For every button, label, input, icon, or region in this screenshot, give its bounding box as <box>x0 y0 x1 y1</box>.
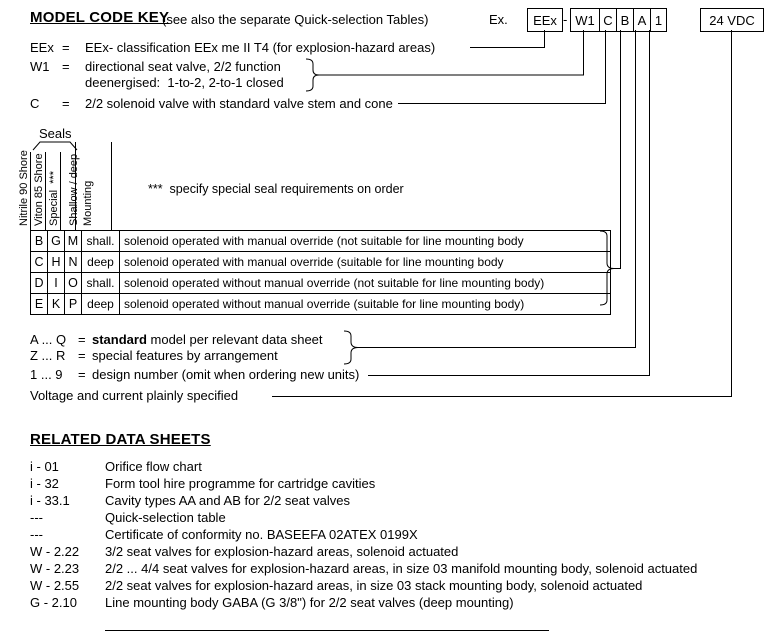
datasheet-desc: Certificate of conformity no. BASEEFA 02ATEX 0199X <box>105 527 418 542</box>
code-cell-c: C <box>599 8 617 32</box>
seals-col-header-special: Special *** <box>48 170 60 226</box>
connector-eex <box>470 30 545 48</box>
datasheet-row <box>30 595 514 610</box>
legend-text-pre: design number (omit when ordering new units) <box>92 367 360 382</box>
seal-cell-viton: G <box>47 230 65 252</box>
seal-cell-viton: I <box>47 272 65 294</box>
datasheet-code: G - 2.10 <box>30 595 77 610</box>
seal-cell-special: M <box>64 230 82 252</box>
seal-row-description: solenoid operated without manual override (suitable for line mounting body) <box>119 293 611 315</box>
seal-cell-special: O <box>64 272 82 294</box>
legend-text-pre: special features by arrangement <box>92 348 278 363</box>
equals-sign: = <box>62 40 70 55</box>
seal-row <box>30 272 611 294</box>
datasheet-row <box>30 476 375 491</box>
seals-col-header-nitrile: Nitrile 90 Shore <box>18 150 30 226</box>
connector-1 <box>368 30 650 376</box>
example-label: Ex. <box>489 12 508 27</box>
legend-text: EEx- classification EEx me II T4 (for explosion-hazard areas) <box>85 40 436 55</box>
datasheet-row <box>30 459 202 474</box>
seal-cell-special: N <box>64 251 82 273</box>
connector-voltage <box>272 30 732 397</box>
brace-w1 <box>306 59 319 91</box>
legend-code: C <box>30 96 40 111</box>
seal-cell-viton: K <box>47 293 65 315</box>
voltage-box: 24 VDC <box>700 8 764 32</box>
seal-row-description: solenoid operated with manual override (suitable for line mounting body <box>119 251 611 273</box>
seal-cell-nitrile: D <box>30 272 48 294</box>
datasheet-row <box>30 527 418 542</box>
legend-text: directional seat valve, 2/2 function <box>85 59 281 74</box>
datasheet-code: W - 2.22 <box>30 544 80 559</box>
legend-text-w1-line2: deenergised: 1-to-2, 2-to-1 closed <box>85 75 284 90</box>
legend-code: A ... Q <box>30 332 67 347</box>
seal-cell-nitrile: B <box>30 230 48 252</box>
datasheet-code: i - 01 <box>30 459 59 474</box>
equals-sign: = <box>62 96 70 111</box>
equals-sign: = <box>78 348 86 363</box>
datasheet-row <box>30 544 458 559</box>
seal-row <box>30 251 611 273</box>
seals-col-header-viton: Viton 85 Shore <box>33 153 45 226</box>
legend-code: 1 ... 9 <box>30 367 63 382</box>
datasheet-desc: 2/2 ... 4/4 seat valves for explosion-hazard areas, in size 03 manifold mounting body, solenoid actuated <box>105 561 698 576</box>
seal-cell-mounting: deep <box>81 251 120 273</box>
datasheet-row <box>30 510 226 525</box>
related-heading: RELATED DATA SHEETS <box>30 431 211 448</box>
datasheet-desc: Quick-selection table <box>105 510 226 525</box>
datasheet-desc: Cavity types AA and AB for 2/2 seat valves <box>105 493 350 508</box>
seals-col-header-depth: Shallow / deep <box>68 153 80 226</box>
seals-table <box>30 230 611 315</box>
seal-row <box>30 293 611 315</box>
legend-row-zr <box>30 348 278 363</box>
datasheet-code: W - 2.23 <box>30 561 80 576</box>
seals-special-note: *** specify special seal requirements on order <box>148 182 404 196</box>
seal-cell-viton: H <box>47 251 65 273</box>
datasheet-code: W - 2.55 <box>30 578 80 593</box>
seal-row-description: solenoid operated with manual override (not suitable for line mounting body <box>119 230 611 252</box>
code-cell-a: A <box>633 8 651 32</box>
code-cell-1: 1 <box>650 8 667 32</box>
datasheet-row <box>30 493 350 508</box>
legend-row-19 <box>30 367 359 382</box>
datasheet-code: --- <box>30 527 43 542</box>
datasheet-row <box>30 578 642 593</box>
seals-bracket <box>33 142 77 150</box>
code-box-eex: EEx <box>527 8 563 32</box>
legend-text: 2/2 solenoid valve with standard valve stem and cone <box>85 96 393 111</box>
seals-group-label: Seals <box>39 126 72 141</box>
legend-row-w1 <box>30 59 281 74</box>
equals-sign: = <box>62 59 70 74</box>
seal-row <box>30 230 611 252</box>
datasheet-desc: 3/2 seat valves for explosion-hazard areas, solenoid actuated <box>105 544 459 559</box>
seal-cell-mounting: shall. <box>81 272 120 294</box>
legend-row-eex <box>30 40 435 55</box>
seal-cell-nitrile: E <box>30 293 48 315</box>
legend-text-bold: standard <box>92 332 147 347</box>
legend-code: W1 <box>30 59 50 74</box>
seals-col-header-mounting: Mounting <box>82 180 94 226</box>
datasheet-desc: Form tool hire programme for cartridge cavities <box>105 476 376 491</box>
legend-row-aq <box>30 332 323 347</box>
legend-code: Z ... R <box>30 348 66 363</box>
equals-sign: = <box>78 332 86 347</box>
legend-row-c <box>30 96 393 111</box>
connector-b <box>614 30 621 269</box>
code-cell-b: B <box>616 8 634 32</box>
code-cell-w1: W1 <box>570 8 600 32</box>
datasheet-code: i - 32 <box>30 476 59 491</box>
code-separator: - <box>563 12 568 27</box>
doc-title: MODEL CODE KEY <box>30 9 170 26</box>
seal-row-description: solenoid operated without manual override (not suitable for line mounting body) <box>119 272 611 294</box>
brace-az <box>344 331 358 364</box>
equals-sign: = <box>78 367 86 382</box>
code-cells <box>570 8 667 32</box>
legend-code: EEx <box>30 40 54 55</box>
datasheet-code: i - 33.1 <box>30 493 70 508</box>
datasheet-desc: 2/2 seat valves for explosion-hazard areas, in size 03 stack mounting body, solenoid actuated <box>105 578 643 593</box>
datasheet-desc: Line mounting body GABA (G 3/8") for 2/2 seat valves (deep mounting) <box>105 595 514 610</box>
datasheet-code: --- <box>30 510 43 525</box>
seal-cell-mounting: shall. <box>81 230 120 252</box>
legend-text-rest: model per relevant data sheet <box>146 332 323 347</box>
seal-cell-mounting: deep <box>81 293 120 315</box>
seal-cell-nitrile: C <box>30 251 48 273</box>
seal-cell-special: P <box>64 293 82 315</box>
voltage-note: Voltage and current plainly specified <box>30 388 239 403</box>
datasheet-desc: Orifice flow chart <box>105 459 202 474</box>
datasheet-row <box>30 561 697 576</box>
doc-subtitle: (see also the separate Quick-selection Tables) <box>162 12 429 27</box>
